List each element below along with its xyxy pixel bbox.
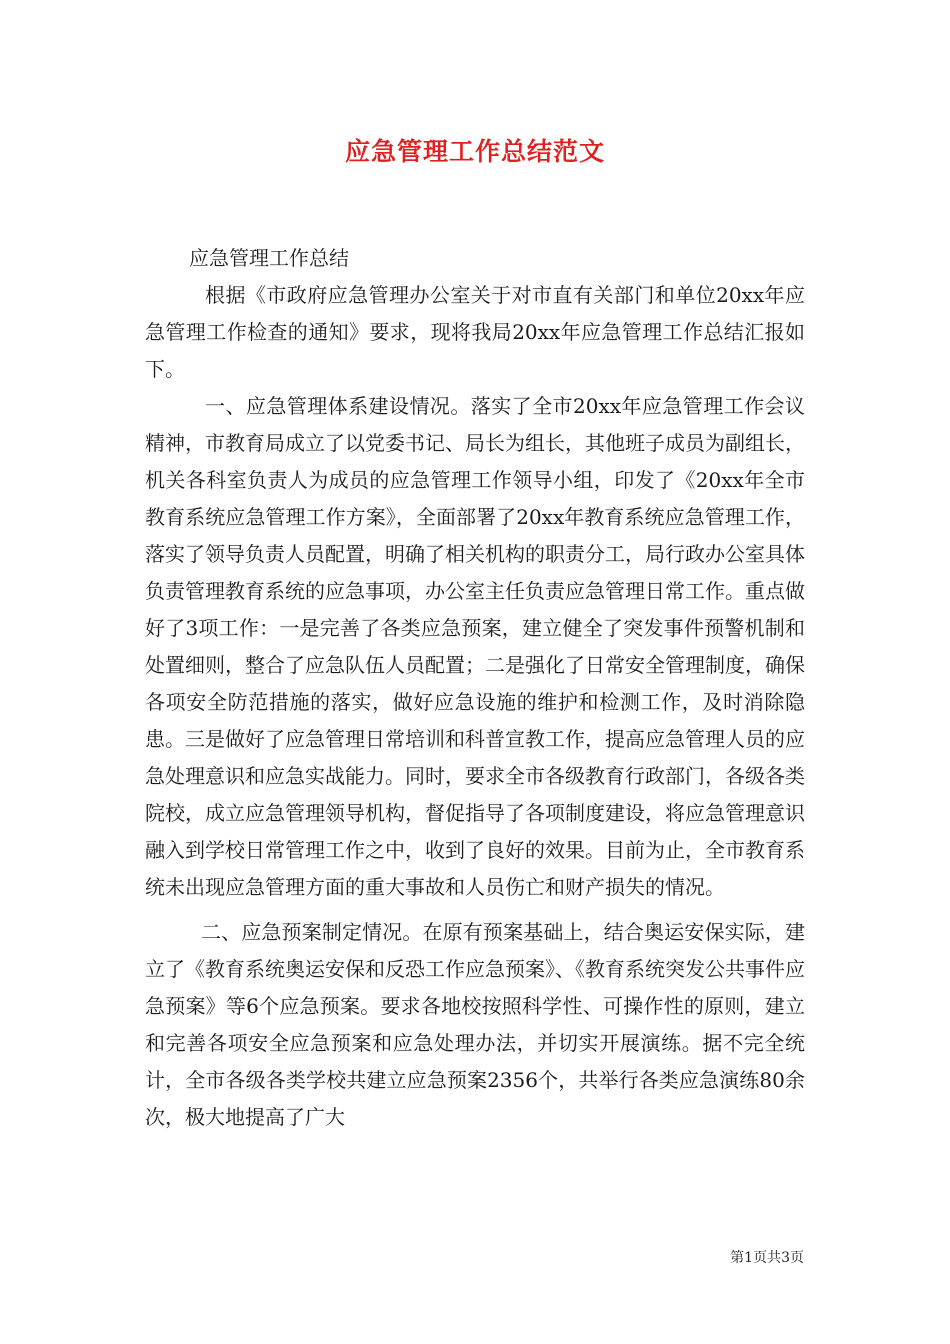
paragraph-intro: 根据《市政府应急管理办公室关于对市直有关部门和单位20xx年应急管理工作检查的通知》要求，现将我局20xx年应急管理工作总结汇报如下。 [145,283,805,381]
page-number: 第1页共3页 [730,1250,804,1266]
document-title: 应急管理工作总结范文 [344,137,605,166]
document-body [145,240,805,1136]
document-subtitle: 应急管理工作总结 [189,246,349,270]
paragraph-section-1: 一、应急管理体系建设情况。落实了全市20xx年应急管理工作会议精神，市教育局成立了以党委书记、局长为组长，其他班子成员为副组长，机关各科室负责人为成员的应急管理工作领导小组，印发了《20xx年全市教育系统应急管理工作方案》，全面部署了20xx年教育系统应急管理工作，落实了领导负责人员配置，明确了相关机构的职责分工，局行政办公室具体负责管理教育系统的应急事项，办公室主任负责应急管理日常工作。重点做好了3项工作：一是完善了各类应急预案，建立健全了突发事件预警机制和处置细则，整合了应急队伍人员配置；二是强化了日常安全管理制度，确保各项安全防范措施的落实，做好应急设施的维护和检测工作，及时消除隐患。三是做好了应急管理日常培训和科普宣教工作，提高应急管理人员的应急处理意识和应急实战能力。同时，要求全市各级教育行政部门，各级各类院校，成立应急管理领导机构，督促指导了各项制度建设，将应急管理意识融入到学校日常管理工作之中，收到了良好的效果。目前为止，全市教育系统未出现应急管理方面的重大事故和人员伤亡和财产损失的情况。 [145,394,805,899]
paragraph-section-2: 二、应急预案制定情况。在原有预案基础上，结合奥运安保实际，建立了《教育系统奥运安保和反恐工作应急预案》、《教育系统突发公共事件应急预案》等6个应急预案。要求各地校按照科学性、可操作性的原则，建立和完善各项安全应急预案和应急处理办法，并切实开展演练。据不完全统计，全市各级各类学校共建立应急预案2356个，共举行各类应急演练80余次，极大地提高了广大 [145,920,805,1129]
